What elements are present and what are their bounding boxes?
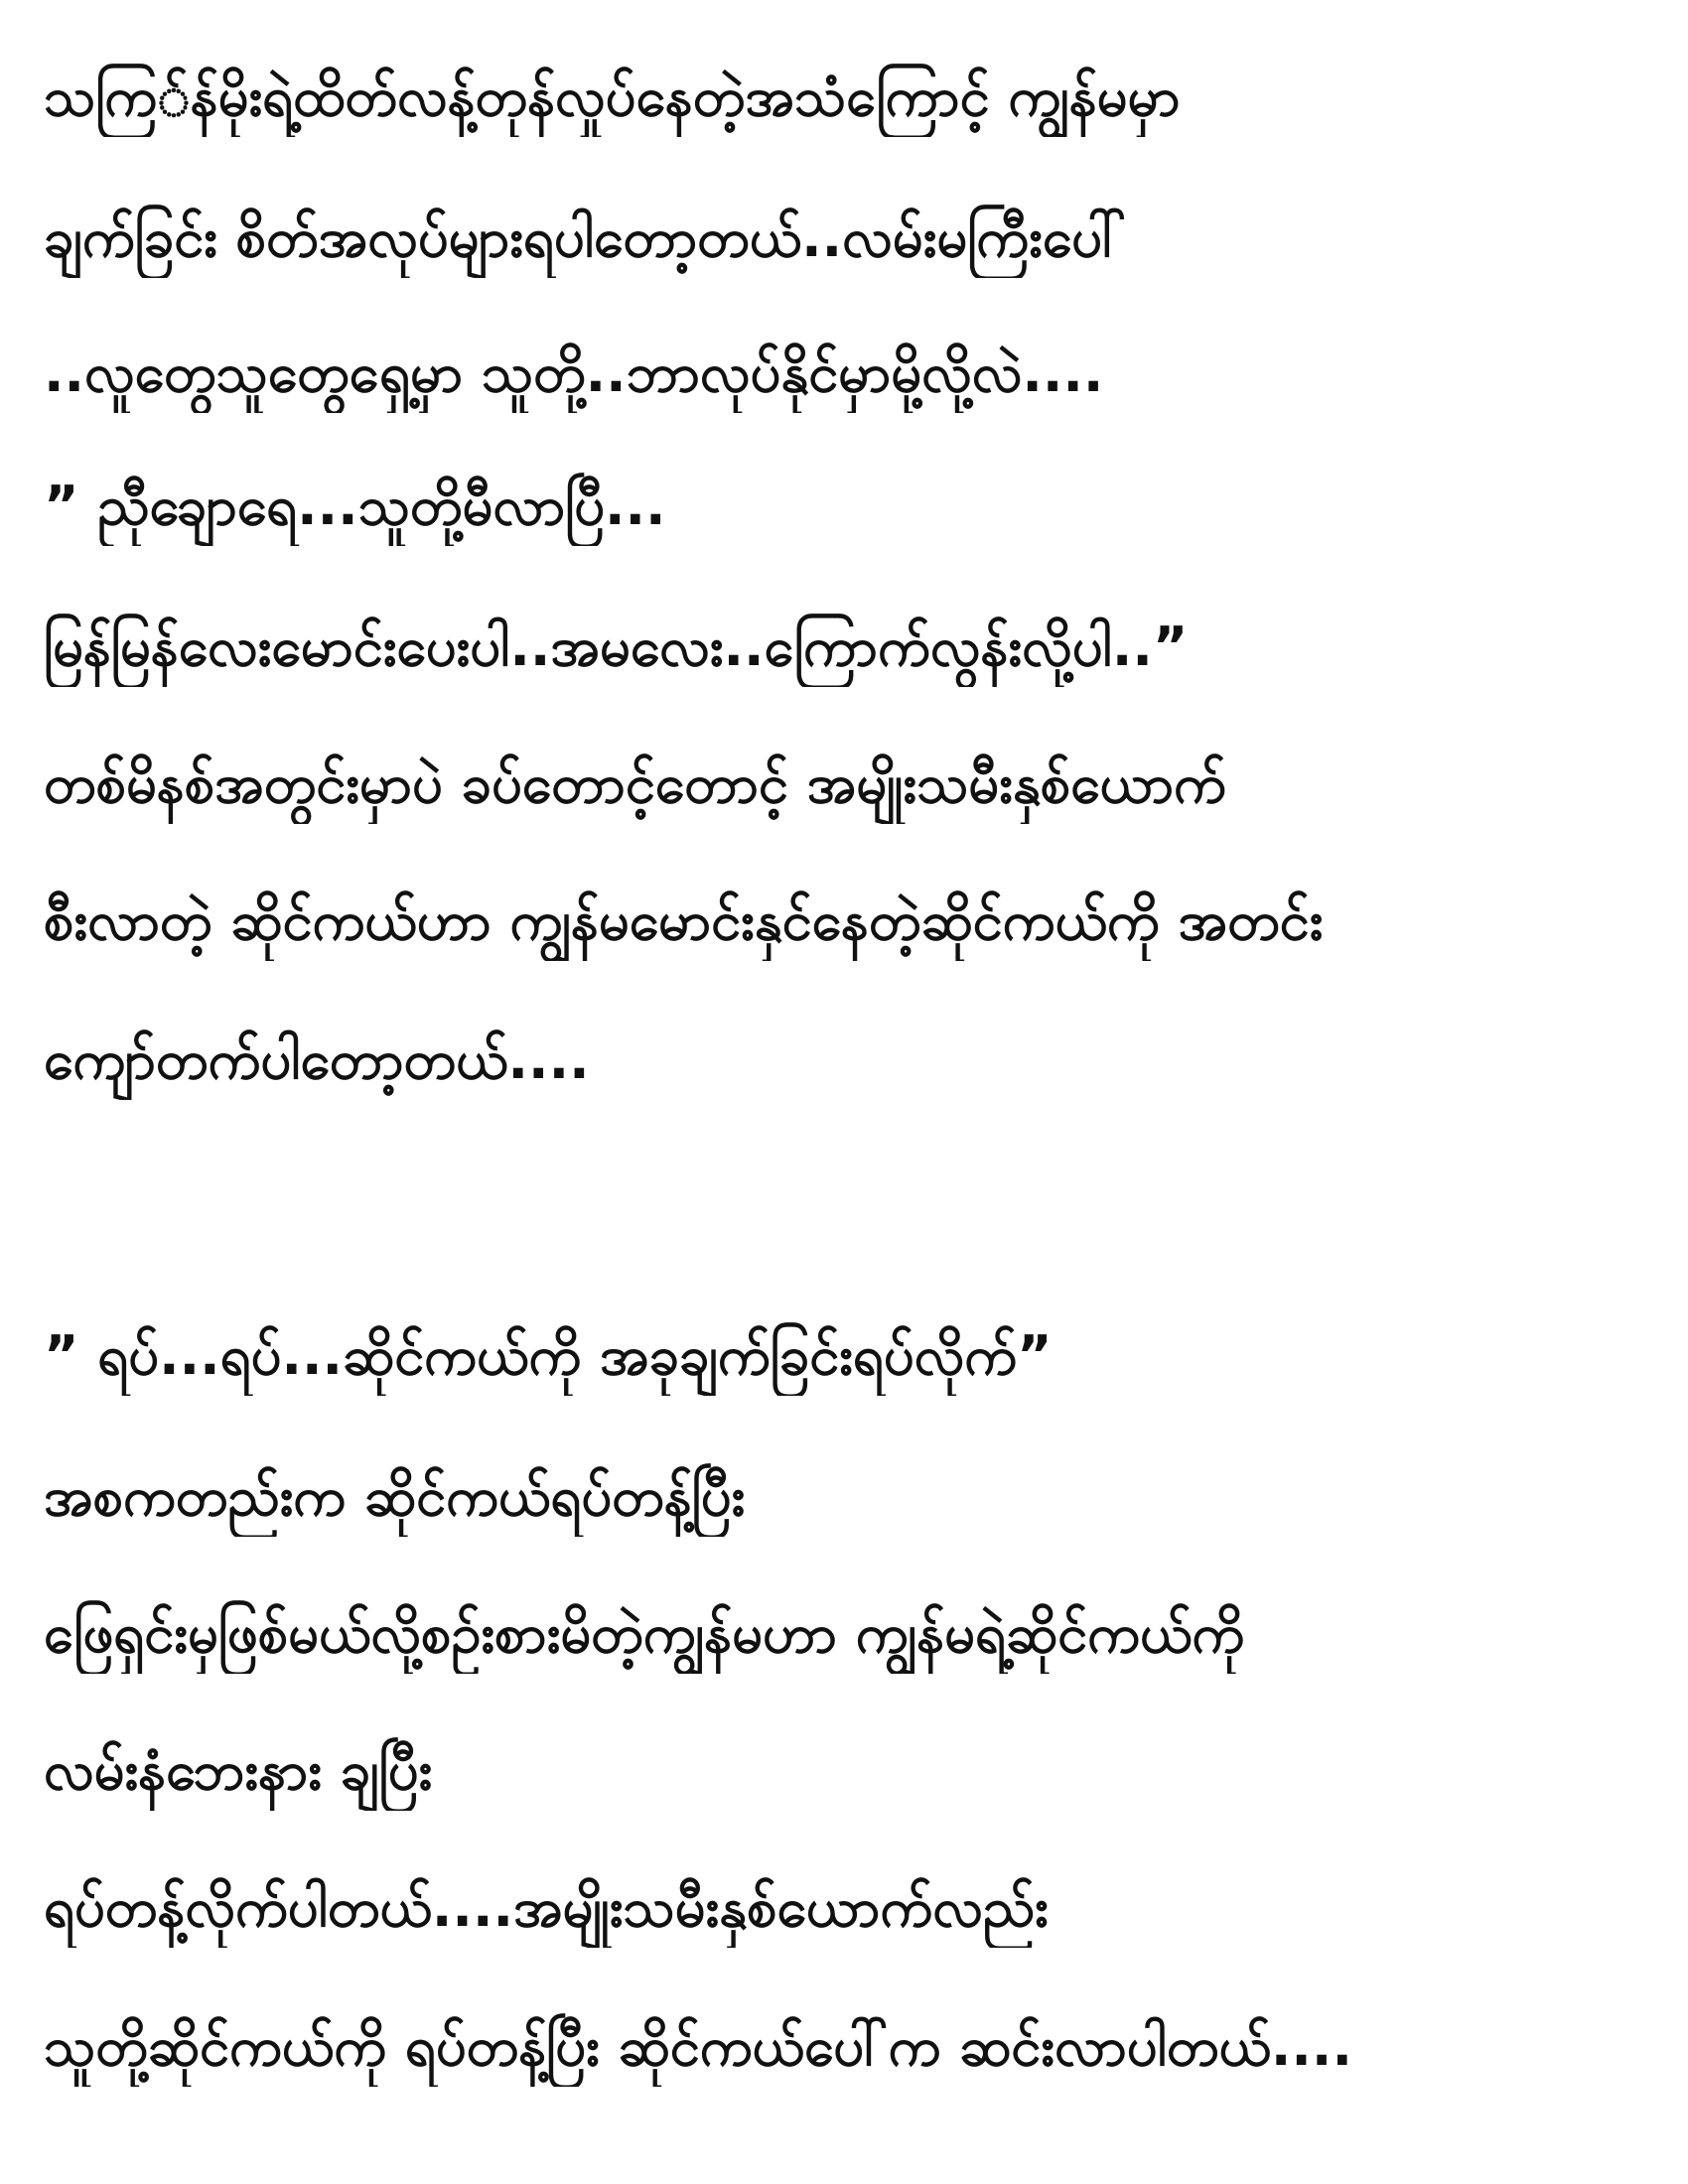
text-line-12: လမ်းနံဘေးနား ချပြီး bbox=[44, 1739, 433, 1802]
text-line-5: မြန်မြန်လေးမောင်းပေးပါ..အမလေး..ကြောက်လွန်းလို့ပါ..” bbox=[44, 615, 1189, 678]
text-line-11: ဖြေရှင်းမှဖြစ်မယ်လို့စဉ်းစားမိတဲ့ကျွန်မဟာ ကျွန်မရဲ့ဆိုင်ကယ်ကို bbox=[44, 1602, 1245, 1665]
text-line-2: ချက်ခြင်း စိတ်အလုပ်များရပါတော့တယ်..လမ်းမကြီးပေါ် bbox=[44, 206, 1127, 269]
text-line-14: သူတို့ဆိုင်ကယ်ကို ရပ်တန့်ပြီး ဆိုင်ကယ်ပေါ်က ဆင်းလာပါတယ်.... bbox=[44, 2015, 1352, 2078]
text-line-10: အစကတည်းက ဆိုင်ကယ်ရပ်တန့်ပြီး bbox=[44, 1465, 746, 1528]
text-line-13: ရပ်တန့်လိုက်ပါတယ်....အမျိုးသမီးနှစ်ယောက်လည်း bbox=[44, 1876, 1049, 1939]
text-line-9: ” ရပ်...ရပ်...ဆိုင်ကယ်ကို အခုချက်ခြင်းရပ်လိုက်” bbox=[44, 1324, 1053, 1387]
text-line-7: စီးလာတဲ့ ဆိုင်ကယ်ဟာ ကျွန်မမောင်းနှင်နေတဲ့ဆိုင်ကယ်ကို အတင်း bbox=[44, 889, 1324, 952]
text-line-4: ” ညီုချောရေ...သူတို့မီလာပြီ... bbox=[44, 475, 666, 537]
text-line-3: ..လူတွေသူတွေရှေ့မှာ သူတို့..ဘာလုပ်နိုင်မှာမို့လို့လဲ.... bbox=[44, 341, 1104, 404]
text-line-6: တစ်မိနစ်အတွင်းမှာပဲ ခပ်တောင့်တောင့် အမျိုးသမီးနှစ်ယောက် bbox=[44, 752, 1226, 815]
text-line-1: သကြ်န်မိုးရဲ့ထိတ်လန့်တုန်လှုပ်နေတဲ့အသံကြောင့် ကျွန်မမှာ bbox=[44, 66, 1181, 128]
text-line-8: ကျော်တက်ပါတော့တယ်.... bbox=[44, 1028, 590, 1091]
